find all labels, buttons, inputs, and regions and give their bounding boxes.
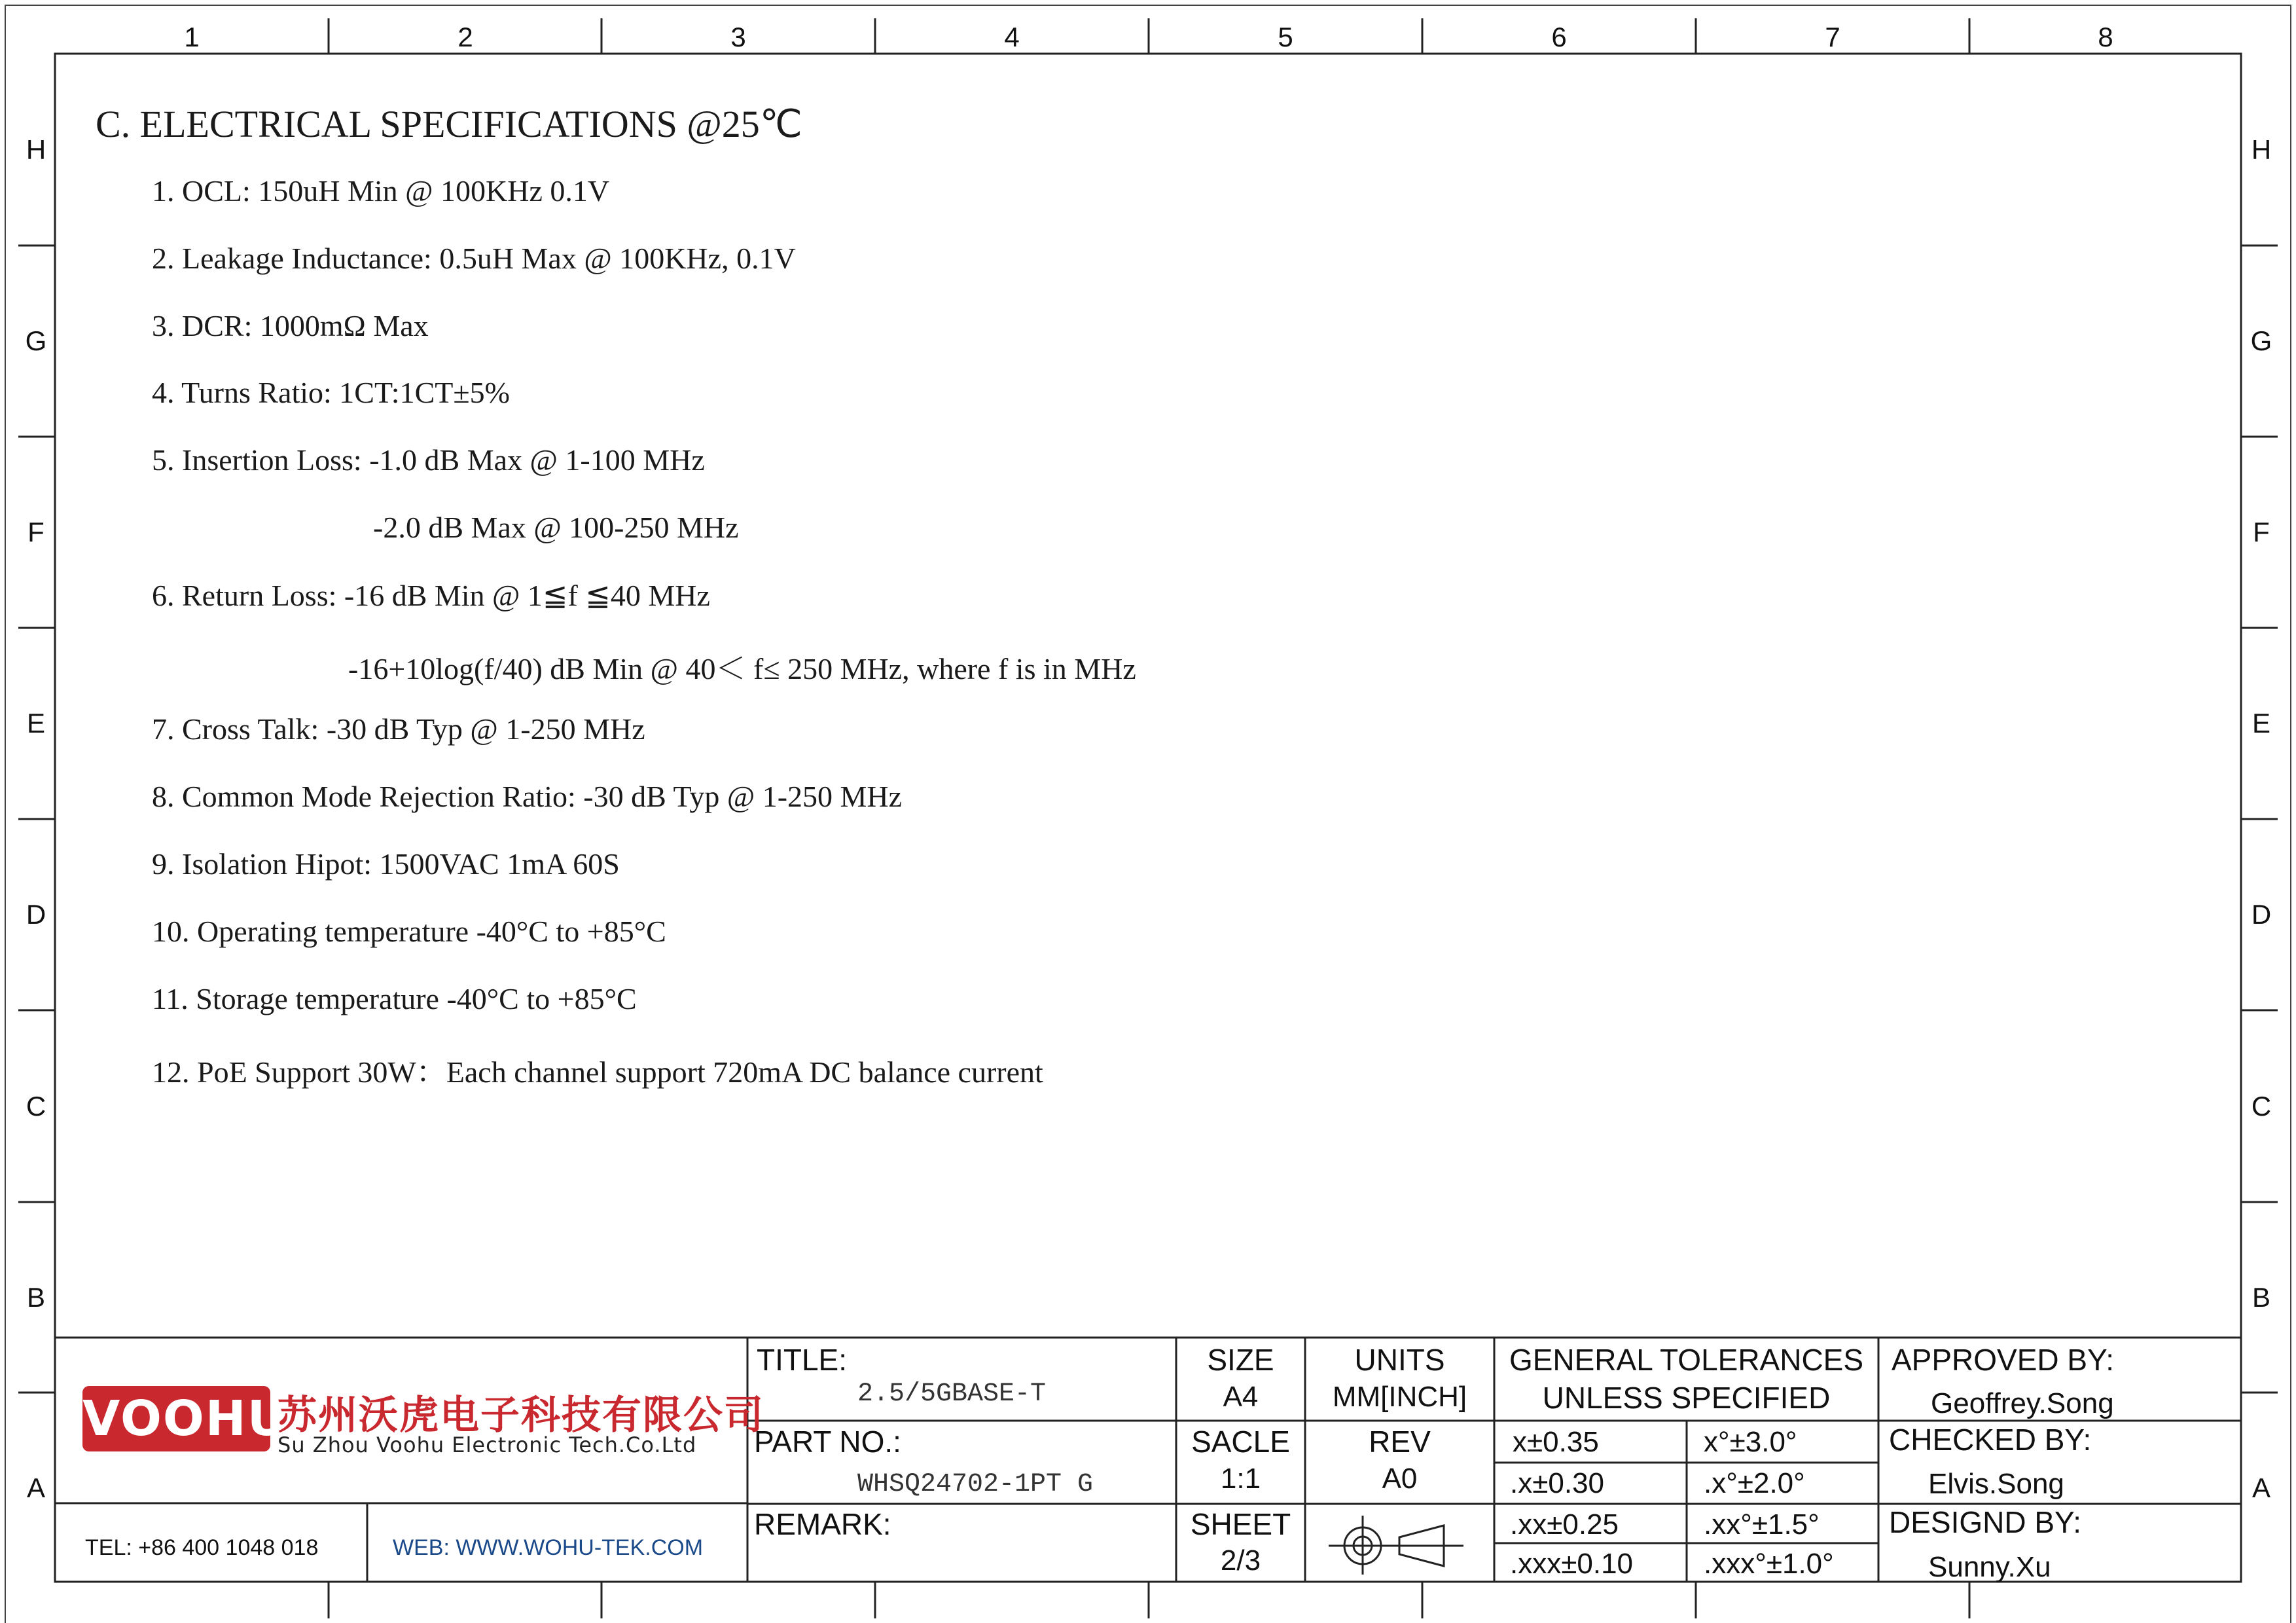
- rev-value: A0: [1382, 1463, 1418, 1495]
- checked-by-label: CHECKED BY:: [1889, 1423, 2092, 1457]
- scale-label: SACLE: [1191, 1425, 1290, 1459]
- column-number: 2: [457, 22, 473, 52]
- tolerance-angular: .xx°±1.5°: [1704, 1508, 1820, 1541]
- tolerance-linear: .x±0.30: [1510, 1467, 1605, 1499]
- spec-line: 10. Operating temperature -40°C to +85°C: [152, 915, 666, 948]
- row-letter: A: [2251, 1472, 2270, 1503]
- spec-line: 9. Isolation Hipot: 1500VAC 1mA 60S: [152, 847, 620, 881]
- units-value: MM[INCH]: [1332, 1381, 1467, 1413]
- spec-line: 8. Common Mode Rejection Ratio: -30 dB Typ @ 1-250 MHz: [152, 780, 903, 813]
- tolerance-angular: .xxx°±1.0°: [1704, 1548, 1834, 1580]
- tolerances-sublabel: UNLESS SPECIFIED: [1542, 1381, 1831, 1415]
- row-letter: D: [2251, 899, 2272, 930]
- spec-line: 7. Cross Talk: -30 dB Typ @ 1-250 MHz: [152, 712, 645, 746]
- spec-line: 3. DCR: 1000mΩ Max: [152, 309, 429, 342]
- designed-by-label: DESIGND BY:: [1889, 1505, 2081, 1539]
- row-letter: E: [2251, 708, 2270, 739]
- column-number: 6: [1551, 22, 1567, 52]
- column-number: 4: [1004, 22, 1020, 52]
- sheet-label: SHEET: [1190, 1507, 1291, 1541]
- checked-by-value: Elvis.Song: [1928, 1468, 2064, 1500]
- column-number: 7: [1825, 22, 1840, 52]
- column-number: 8: [2098, 22, 2113, 52]
- row-letter: C: [2251, 1091, 2272, 1122]
- tolerance-linear: x±0.35: [1513, 1426, 1599, 1458]
- company-name-en: Su Zhou Voohu Electronic Tech.Co.Ltd: [278, 1432, 697, 1457]
- spec-line-continued: -2.0 dB Max @ 100-250 MHz: [373, 511, 739, 544]
- spec-line: 5. Insertion Loss: -1.0 dB Max @ 1-100 MHz: [152, 443, 705, 477]
- row-letter: E: [26, 708, 45, 739]
- part-no-value: WHSQ24702-1PT G: [857, 1470, 1094, 1499]
- title-label: TITLE:: [757, 1343, 848, 1377]
- company-logo-text: VOOHU: [82, 1391, 288, 1447]
- column-number: 1: [184, 22, 200, 52]
- row-letter: D: [26, 899, 46, 930]
- remark-label: REMARK:: [754, 1507, 891, 1541]
- size-label: SIZE: [1207, 1343, 1274, 1377]
- spec-line: 2. Leakage Inductance: 0.5uH Max @ 100KHz, 0.1V: [152, 242, 796, 275]
- title-value: 2.5/5GBASE-T: [857, 1379, 1047, 1409]
- spec-line-continued: -16+10log(f/40) dB Min @ 40＜ f≤ 250 MHz, where f is in MHz: [348, 652, 1136, 685]
- units-label: UNITS: [1354, 1343, 1445, 1377]
- approved-by-label: APPROVED BY:: [1892, 1343, 2115, 1377]
- tolerance-angular: .x°±2.0°: [1704, 1467, 1805, 1499]
- part-no-label: PART NO.:: [754, 1425, 901, 1459]
- row-letter: H: [26, 134, 46, 165]
- column-number: 3: [730, 22, 746, 52]
- spec-line: 11. Storage temperature -40°C to +85°C: [152, 982, 637, 1015]
- tolerance-linear: .xxx±0.10: [1510, 1548, 1634, 1580]
- rev-label: REV: [1369, 1425, 1431, 1459]
- designed-by-value: Sunny.Xu: [1928, 1551, 2051, 1583]
- sheet-value: 2/3: [1220, 1544, 1261, 1577]
- spec-line: 1. OCL: 150uH Min @ 100KHz 0.1V: [152, 174, 610, 208]
- company-name-cn: 苏州沃虎电子科技有限公司: [278, 1393, 764, 1438]
- row-letter: G: [2250, 325, 2272, 356]
- row-letter: A: [26, 1472, 45, 1503]
- column-number: 5: [1278, 22, 1293, 52]
- row-letter: H: [2251, 134, 2272, 165]
- tolerance-linear: .xx±0.25: [1510, 1508, 1619, 1541]
- spec-line: 12. PoE Support 30W：Each channel support 720mA DC balance current: [152, 1055, 1043, 1089]
- row-letter: G: [25, 325, 47, 356]
- approved-by-value: Geoffrey.Song: [1931, 1387, 2114, 1419]
- spec-heading: C. ELECTRICAL SPECIFICATIONS @25℃: [96, 103, 802, 145]
- scale-value: 1:1: [1220, 1463, 1261, 1495]
- tolerance-angular: x°±3.0°: [1704, 1426, 1797, 1458]
- tolerances-label: GENERAL TOLERANCES: [1509, 1343, 1864, 1377]
- row-letter: B: [26, 1282, 45, 1313]
- row-letter: F: [27, 517, 45, 547]
- projection-symbol-icon: [1329, 1516, 1463, 1575]
- spec-line: 4. Turns Ratio: 1CT:1CT±5%: [152, 376, 510, 409]
- website-link[interactable]: WEB: WWW.WOHU-TEK.COM: [393, 1535, 704, 1560]
- size-value: A4: [1223, 1381, 1259, 1413]
- row-letter: C: [26, 1091, 46, 1122]
- row-letter: F: [2253, 517, 2270, 547]
- row-letter: B: [2251, 1282, 2270, 1313]
- telephone: TEL: +86 400 1048 018: [85, 1535, 319, 1560]
- spec-line: 6. Return Loss: -16 dB Min @ 1≦f ≦40 MHz: [152, 579, 710, 612]
